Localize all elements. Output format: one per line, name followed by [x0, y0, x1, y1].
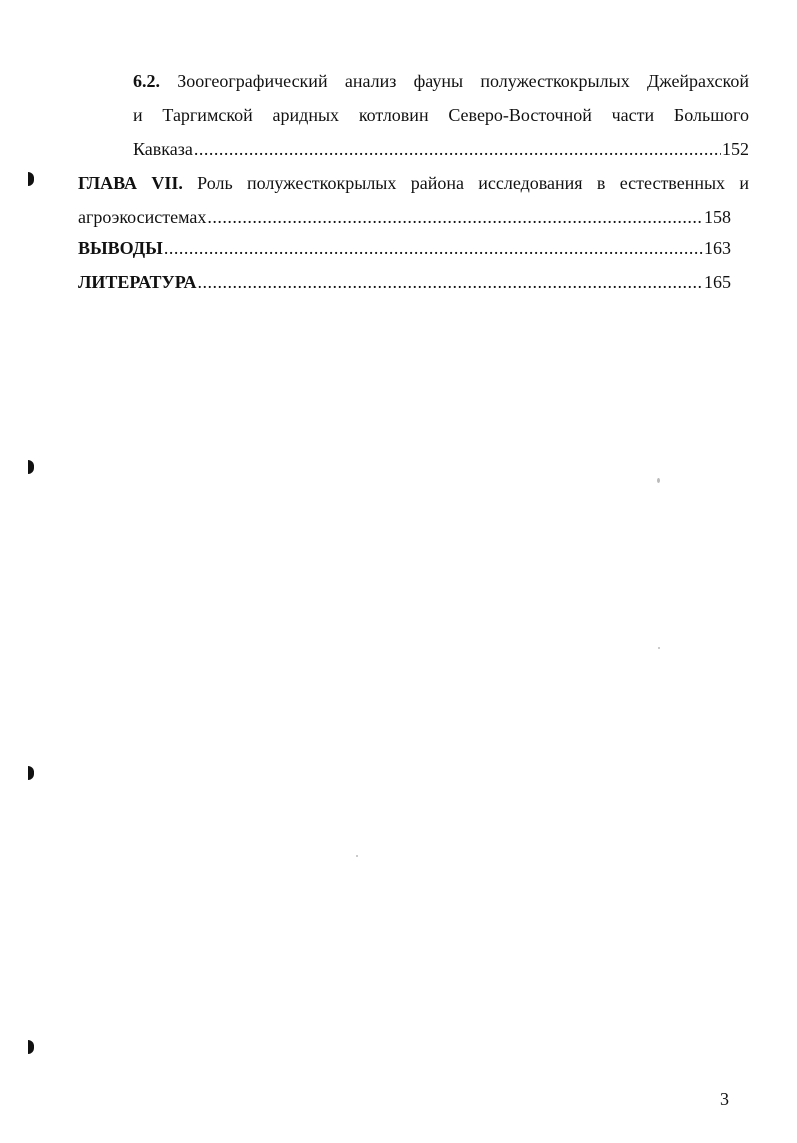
- toc-entry-literature-label: ЛИТЕРАТУРА: [78, 272, 197, 292]
- toc-entry-chapter-7-page: 158: [704, 207, 731, 227]
- toc-entry-6-2-number: 6.2.: [133, 71, 160, 91]
- toc-entry-6-2-line-3: [133, 132, 749, 166]
- toc-entry-6-2-title-part-3: Кавказа: [133, 139, 193, 159]
- toc-entry-conclusions-page: 163: [704, 238, 731, 258]
- binding-mark: [28, 1040, 34, 1054]
- toc-entry-conclusions-label: ВЫВОДЫ: [78, 238, 163, 258]
- toc-entry-6-2-line-1: [133, 64, 749, 98]
- toc-entry-conclusions[interactable]: [78, 231, 731, 265]
- toc-entry-conclusions-line: [78, 231, 731, 265]
- toc-entry-chapter-7-line-1: [78, 166, 749, 200]
- page-number: 3: [720, 1089, 729, 1109]
- binding-mark: [28, 460, 34, 474]
- toc-entry-6-2-page: 152: [722, 139, 749, 159]
- toc-entry-6-2-title-part-1: Зоогеографический анализ фауны полужесткокрылых Джейрахской: [160, 71, 749, 91]
- toc-entry-literature[interactable]: [78, 265, 731, 299]
- toc-entry-6-2-line-2: и Таргимской аридных котловин Северо-Восточной части Большого: [133, 105, 749, 125]
- binding-mark: [28, 766, 34, 780]
- toc-entry-literature-line: [78, 265, 731, 299]
- scan-speck: [657, 478, 660, 483]
- toc-entry-6-2[interactable]: [133, 64, 749, 166]
- dot-leader: [164, 231, 703, 265]
- dot-leader: [197, 265, 703, 299]
- scan-speck: [658, 647, 660, 649]
- toc-entry-chapter-7[interactable]: [78, 166, 749, 234]
- toc-entry-chapter-7-title-part-1: Роль полужесткокрылых района исследования в естественных и: [182, 173, 750, 193]
- toc-entry-chapter-7-line-2: [78, 200, 731, 234]
- dot-leader: [194, 132, 721, 166]
- toc-entry-literature-page: 165: [704, 272, 731, 292]
- scan-speck: [356, 855, 358, 857]
- dot-leader: [207, 200, 703, 234]
- toc-entry-chapter-7-title-part-2: агроэкосистемах: [78, 207, 207, 227]
- toc-entry-chapter-7-label: ГЛАВА VII.: [78, 173, 183, 193]
- binding-mark: [28, 172, 34, 186]
